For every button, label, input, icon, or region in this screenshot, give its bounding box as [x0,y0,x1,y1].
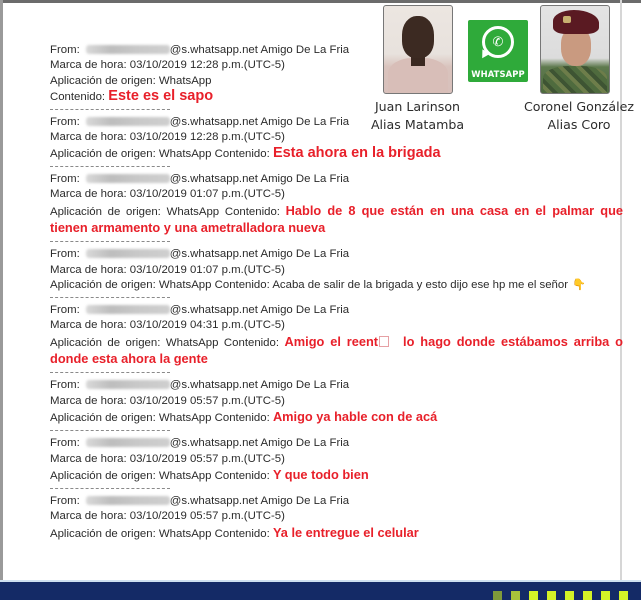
timestamp-label: Marca de hora: [50,131,127,144]
app-content-line [50,278,630,293]
beret-badge-icon [563,16,571,23]
separator [50,241,170,243]
from-line [50,115,630,130]
redacted-phone-number [86,305,170,314]
app-content-line [50,525,630,542]
sender: @s.whatsapp.net Amigo De La Fria [169,495,350,508]
message-entry [50,378,630,426]
sender: @s.whatsapp.net Amigo De La Fria [169,437,350,450]
app-label: Aplicación de origen: [50,336,161,349]
from-label: From: [50,304,80,317]
person-alias: Alias Matamba [370,117,465,132]
missing-glyph-box [379,336,389,347]
timestamp-line [50,509,630,524]
separator [50,109,170,111]
person-name: Juan Larinson [374,99,461,114]
timestamp-value: 03/10/2019 05:57 p.m.(UTC-5) [129,394,285,407]
app-value: WhatsApp [158,74,212,87]
timestamp-line [50,263,630,278]
app-content-line [50,146,630,162]
app-label: Aplicación de origen: [50,411,156,424]
content-label: Contenido: [223,336,280,349]
redacted-phone-number [86,438,170,447]
timestamp-line [50,452,630,467]
content-label: Contenido: [214,147,270,160]
footer-checker-pattern [493,591,637,600]
app-content-line [50,409,630,426]
app-value: WhatsApp [165,336,219,349]
from-line [50,494,630,509]
message-entry [50,172,630,237]
sender: @s.whatsapp.net Amigo De La Fria [169,44,350,56]
phone-icon: ✆ [492,34,504,49]
app-label: Aplicación de origen: [50,147,156,160]
footer-highlight-line [0,580,641,582]
content-line [50,89,630,105]
from-line [50,303,630,318]
message-content: Esta ahora en la brigada [272,144,441,161]
app-label: Aplicación de origen: [50,74,156,87]
separator [50,372,170,374]
message-content: Este es el sapo [108,87,214,104]
timestamp-line [50,318,630,333]
from-label: From: [50,116,80,129]
message-entry [50,436,630,484]
separator [50,166,170,168]
content-label: Contenido: [50,90,106,103]
separator [50,297,170,299]
message-entry [50,247,630,293]
app-label: Aplicación de origen: [50,469,156,482]
from-label: From: [50,44,80,56]
separator [50,488,170,490]
app-value: WhatsApp [166,205,220,218]
redacted-phone-number [86,117,170,126]
from-label: From: [50,379,80,392]
sender: @s.whatsapp.net Amigo De La Fria [169,248,350,261]
app-label: Aplicación de origen: [50,278,156,291]
app-value: WhatsApp [158,469,212,482]
message-entry [50,494,630,542]
timestamp-label: Marca de hora: [50,188,127,201]
sender: @s.whatsapp.net Amigo De La Fria [169,173,350,186]
message-content: Amigo el reent [284,333,379,349]
app-label: Aplicación de origen: [50,527,156,540]
message-content: Acaba de salir de la brigada y esto dijo ese hp me el señor [272,278,569,291]
person-alias: Alias Coro [547,117,611,132]
timestamp-value: 03/10/2019 05:57 p.m.(UTC-5) [129,452,285,465]
app-content-line [50,467,630,484]
timestamp-label: Marca de hora: [50,510,127,523]
sender: @s.whatsapp.net Amigo De La Fria [169,379,350,392]
timestamp-value: 03/10/2019 01:07 p.m.(UTC-5) [129,188,285,201]
timestamp-line [50,394,630,409]
app-value: WhatsApp [158,147,212,160]
timestamp-line [50,58,630,73]
redacted-phone-number [86,174,170,183]
timestamp-label: Marca de hora: [50,452,127,465]
message-entry [50,303,630,368]
timestamp-value: 03/10/2019 12:28 p.m.(UTC-5) [129,131,285,144]
redacted-phone-number [86,45,170,54]
from-line [50,172,630,187]
app-value: WhatsApp [158,411,212,424]
content-label: Contenido: [214,411,270,424]
redacted-phone-number [86,380,170,389]
timestamp-label: Marca de hora: [50,263,127,276]
from-label: From: [50,437,80,450]
content-label: Contenido: [214,278,270,291]
timestamp-label: Marca de hora: [50,394,127,407]
timestamp-line [50,187,630,202]
timestamp-line [50,130,630,145]
timestamp-label: Marca de hora: [50,319,127,332]
from-line [50,247,630,262]
from-label: From: [50,248,80,261]
message-content: Ya le entregue el celular [272,524,419,540]
from-label: From: [50,173,80,186]
timestamp-value: 03/10/2019 01:07 p.m.(UTC-5) [129,263,285,276]
timestamp-value: 03/10/2019 12:28 p.m.(UTC-5) [129,59,285,72]
separator [50,430,170,432]
timestamp-value: 03/10/2019 04:31 p.m.(UTC-5) [129,319,285,332]
message-content: Y que todo bien [272,466,369,482]
message-entry [50,115,630,162]
content-label: Contenido: [224,205,280,218]
message-log [50,43,630,542]
from-label: From: [50,495,80,508]
whatsapp-label: WHATSAPP [471,69,525,79]
content-label: Contenido: [214,469,270,482]
person-name: Coronel González [524,99,634,114]
redacted-phone-number [86,496,170,505]
from-line [50,436,630,451]
app-content-line [50,334,623,369]
message-content-continued: lo hago donde estábamos arriba o donde esta ahora la gente [50,333,623,367]
message-entry [50,43,630,105]
from-line [50,43,630,58]
message-content: Amigo ya hable con de acá [272,408,438,424]
redacted-phone-number [86,249,170,258]
sender: @s.whatsapp.net Amigo De La Fria [169,304,350,317]
content-label: Contenido: [214,527,270,540]
pointing-down-hand-icon: 👇 [572,278,586,291]
app-line [50,74,630,89]
timestamp-label: Marca de hora: [50,59,127,72]
message-content: Hablo de 8 que están en una casa en el palmar que tienen armamento y una ametralladora nueva [50,202,624,235]
from-line [50,378,630,393]
timestamp-value: 03/10/2019 05:57 p.m.(UTC-5) [129,510,285,523]
beret-shape [553,10,599,34]
app-value: WhatsApp [158,278,212,291]
app-value: WhatsApp [158,527,212,540]
app-content-line [50,203,623,238]
sender: @s.whatsapp.net Amigo De La Fria [169,116,350,129]
app-label: Aplicación de origen: [50,205,161,218]
